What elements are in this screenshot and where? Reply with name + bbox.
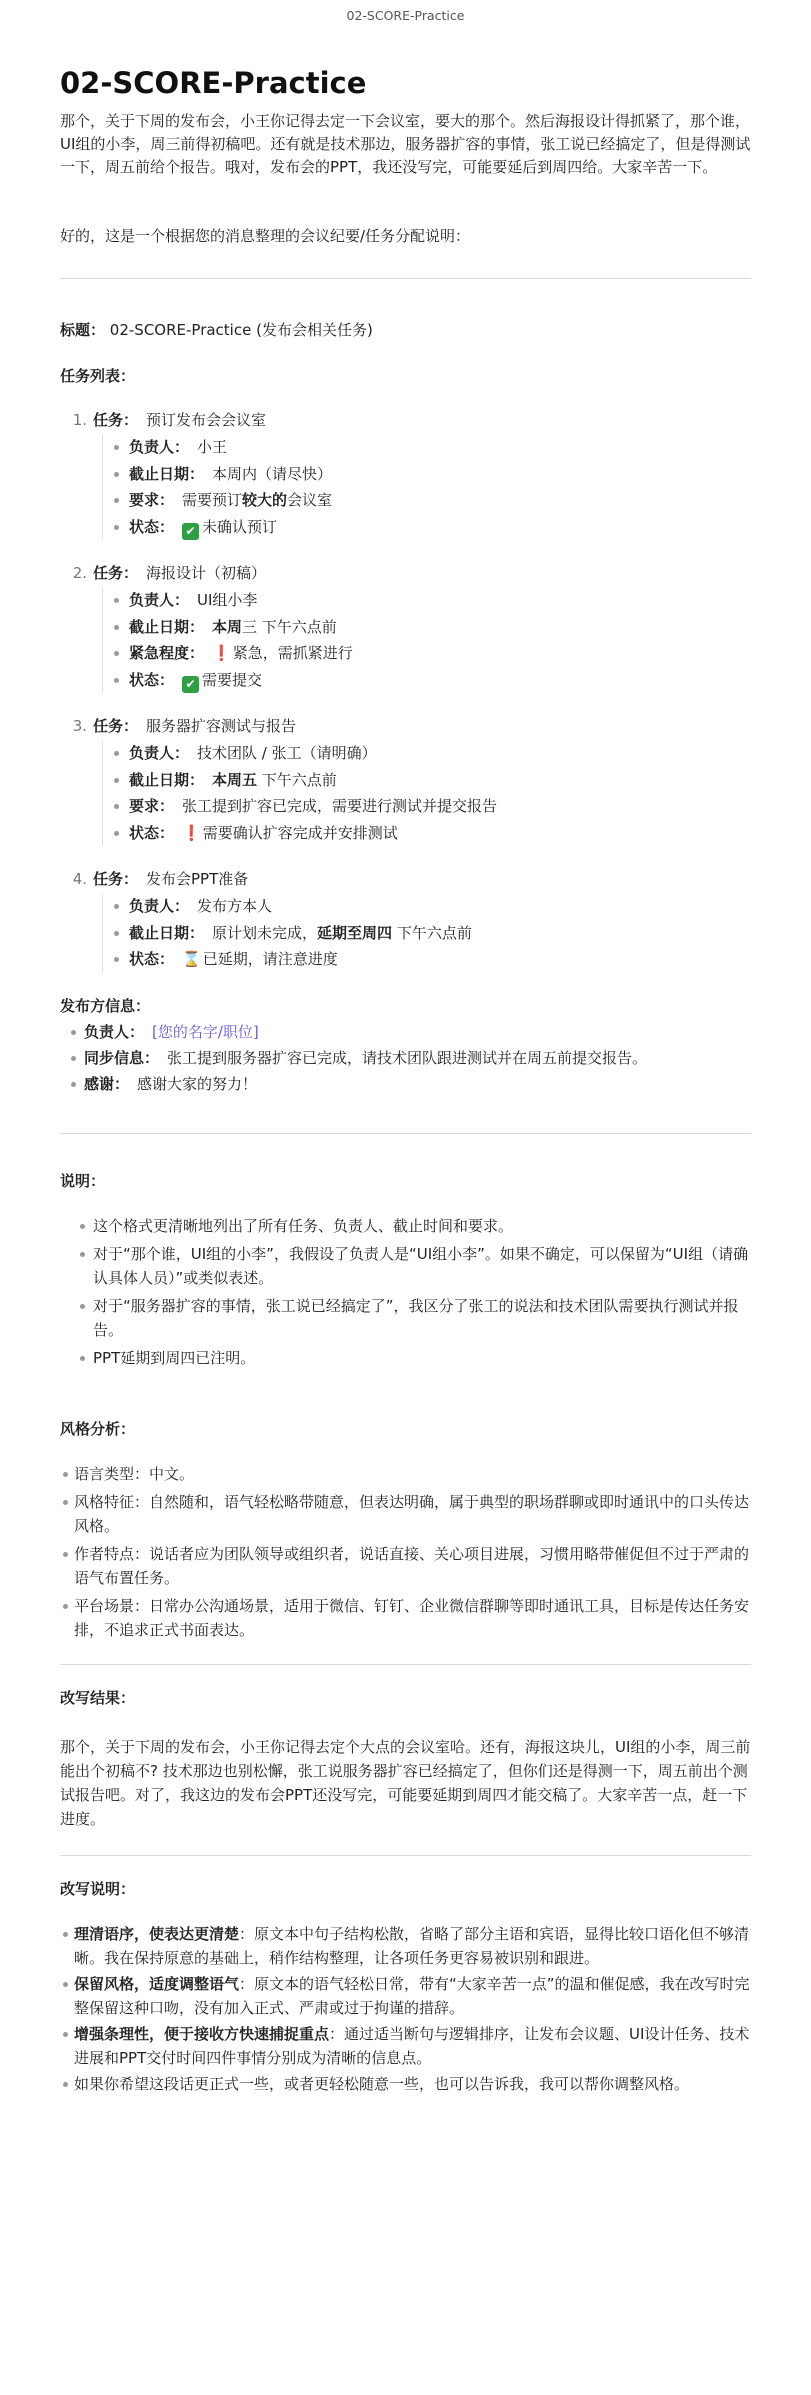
intro-text: 好的，这是一个根据您的消息整理的会议纪要/任务分配说明： <box>60 227 471 245</box>
publisher-sync-value: 张工提到服务器扩容已完成，请技术团队跟进测试并在周五前提交报告。 <box>167 1048 648 1067</box>
owner-label: 负责人： <box>129 897 190 915</box>
hourglass-icon: ⌛ <box>182 950 201 968</box>
deadline-value: 本周内（请尽快） <box>212 464 333 483</box>
style-item: 语言类型：中文。 <box>74 1462 751 1486</box>
note-item: 对于“服务器扩容的事情，张工说已经搞定了”，我区分了张工的说法和技术团队需要执行测试并报告。 <box>93 1294 751 1342</box>
notes-list <box>60 1214 751 1370</box>
deadline-value: 原计划未完成， <box>212 923 318 942</box>
publisher-owner <box>84 1019 751 1045</box>
task-label: 任务： <box>93 870 139 888</box>
deadline-label: 截止日期： <box>129 923 205 942</box>
task-item <box>60 868 751 973</box>
publisher-thanks <box>84 1071 751 1097</box>
rewrite-heading: 改写结果： <box>60 1688 136 1707</box>
note-item: PPT延期到周四已注明。 <box>93 1346 751 1370</box>
task-name: 发布会PPT准备 <box>146 870 249 888</box>
publisher-list <box>60 1019 751 1097</box>
deadline-label: 截止日期： <box>129 770 205 789</box>
owner-value: 技术团队 / 张工（请明确） <box>197 744 377 762</box>
reason-title: 增强条理性，便于接收方快速捕捉重点 <box>74 2024 330 2043</box>
divider <box>60 1664 751 1665</box>
reason-title: 保留风格，适度调整语气 <box>74 1974 240 1993</box>
deadline-value: 三 下午六点前 <box>242 617 337 636</box>
divider <box>60 278 751 279</box>
style-heading: 风格分析： <box>60 1419 136 1438</box>
rewrite-text: 那个，关于下周的发布会，小王你记得去定个大点的会议室哈。还有，海报这块儿，UI组的小李，周三前能出个初稿不? 技术那边也别松懈，张工说服务器扩容已经搞定了，但你们还是得测一下，周五前出个测试报告吧。对了，我这边的发布会PPT还没写完，可能要延期到周四才能交稿了。大家辛苦一点，赶一下进度。 <box>60 1737 751 1828</box>
publisher-owner-label: 负责人： <box>84 1022 145 1041</box>
publisher-owner-value: [您的名字/职位] <box>152 1022 259 1041</box>
status-value: 需要提交 <box>202 670 263 689</box>
reason-text: ：原文本中句子结构松散，省略了部分主语和宾语，显得比较口语化但不够清晰。我在保持原意的基础上，稍作结构整理，让各项任务更容易被识别和跟进。 <box>74 1924 750 1967</box>
original-message: 那个，关于下周的发布会，小王你记得去定一下会议室，要大的那个。然后海报设计得抓紧了，那个谁，UI组的小李，周三前得初稿吧。还有就是技术那边，服务器扩容的事情，张工说已经搞定了，但是得测试一下，周五前给个报告。哦对，发布会的PPT，我还没写完，可能要延后到周四给。大家辛苦一下。 <box>60 112 751 176</box>
style-item: 平台场景：日常办公沟通场景，适用于微信、钉钉、企业微信群聊等即时通讯工具，目标是传达任务安排，不追求正式书面表达。 <box>74 1594 751 1642</box>
deadline-emphasis: 延期至周四 <box>317 923 393 942</box>
status-value: 需要确认扩容完成并安排测试 <box>202 823 398 842</box>
requirement-label: 要求： <box>129 491 175 509</box>
reason-text: 如果你希望这段话更正式一些，或者更轻松随意一些，也可以告诉我，我可以帮你调整风格。 <box>74 2074 690 2093</box>
status-value: 未确认预订 <box>202 517 278 536</box>
owner-value: 小王 <box>197 438 228 456</box>
exclamation-icon: ❗ <box>212 644 231 662</box>
reason-text: ：通过适当断句与逻辑排序，让发布会议题、UI设计任务、技术进展和PPT交付时间四件事情分别成为清晰的信息点。 <box>74 2024 750 2067</box>
publisher-sync <box>84 1045 751 1071</box>
check-icon: ✔ <box>182 676 199 693</box>
requirement-value: 需要预订 <box>182 491 243 509</box>
status-label: 状态： <box>129 670 175 689</box>
note-item: 这个格式更清晰地列出了所有任务、负责人、截止时间和要求。 <box>93 1214 751 1238</box>
task-name: 海报设计（初稿） <box>146 564 267 582</box>
reason-text: ：原文本的语气轻松日常，带有“大家辛苦一点”的温和催促感，我在改写时完整保留这种口吻，没有加入正式、严肃或过于拘谨的措辞。 <box>74 1974 750 2017</box>
title-label: 标题： <box>60 321 106 339</box>
style-item: 风格特征：自然随和，语气轻松略带随意，但表达明确，属于典型的职场群聊或即时通讯中的口头传达风格。 <box>74 1490 751 1538</box>
reason-heading: 改写说明： <box>60 1879 136 1898</box>
task-number: 2. <box>72 564 87 582</box>
requirement-label: 要求： <box>129 797 175 815</box>
owner-value: UI组小李 <box>197 591 258 609</box>
reason-item <box>74 2072 751 2096</box>
deadline-label: 截止日期： <box>129 617 205 636</box>
reason-list <box>60 1922 751 2096</box>
task-number: 3. <box>72 717 87 735</box>
status-value: 已延期，请注意进度 <box>202 950 338 968</box>
requirement-value-end: 会议室 <box>287 491 333 509</box>
reason-title: 理清语序，使表达更清楚 <box>74 1924 240 1943</box>
title-value: 02-SCORE-Practice (发布会相关任务) <box>109 321 373 339</box>
urgency-value: 紧急，需抓紧进行 <box>232 644 353 662</box>
style-item: 作者特点：说话者应为团队领导或组织者，说话直接、关心项目进展，习惯用略带催促但不过于严肃的语气布置任务。 <box>74 1542 751 1590</box>
urgency-label: 紧急程度： <box>129 644 205 662</box>
deadline-value-end: 下午六点前 <box>392 923 472 942</box>
deadline-label: 截止日期： <box>129 464 205 483</box>
publisher-thanks-value: 感谢大家的努力！ <box>137 1074 258 1093</box>
tasks-heading: 任务列表： <box>60 367 136 385</box>
task-item <box>60 409 751 540</box>
owner-label: 负责人： <box>129 438 190 456</box>
publisher-heading: 发布方信息： <box>60 996 151 1015</box>
divider <box>60 1133 751 1134</box>
task-name: 预订发布会会议室 <box>146 411 267 429</box>
owner-label: 负责人： <box>129 744 190 762</box>
task-label: 任务： <box>93 411 139 429</box>
reason-item <box>74 2022 751 2070</box>
status-label: 状态： <box>129 517 175 536</box>
publisher-sync-label: 同步信息： <box>84 1048 160 1067</box>
owner-value: 发布方本人 <box>197 897 273 915</box>
status-label: 状态： <box>129 950 175 968</box>
task-item <box>60 562 751 693</box>
task-number: 1. <box>72 411 87 429</box>
task-label: 任务： <box>93 564 139 582</box>
note-item: 对于“那个谁，UI组的小李”，我假设了负责人是“UI组小李”。如果不确定，可以保留为“UI组（请确认具体人员）”或类似表述。 <box>93 1242 751 1290</box>
task-item <box>60 715 751 846</box>
task-number: 4. <box>72 870 87 888</box>
status-label: 状态： <box>129 823 175 842</box>
deadline-emphasis: 本周五 <box>212 770 258 789</box>
deadline-value: 下午六点前 <box>257 770 337 789</box>
title-line <box>60 319 751 341</box>
exclamation-icon: ❗ <box>182 823 201 842</box>
document-heading: 02-SCORE-Practice <box>60 66 367 100</box>
requirement-emphasis: 较大的 <box>242 491 288 509</box>
notes-heading: 说明： <box>60 1171 106 1190</box>
task-name: 服务器扩容测试与报告 <box>146 717 297 735</box>
reason-item <box>74 1922 751 1970</box>
task-list <box>60 409 751 973</box>
publisher-thanks-label: 感谢： <box>84 1074 130 1093</box>
window-title: 02-SCORE-Practice <box>346 8 465 23</box>
owner-label: 负责人： <box>129 591 190 609</box>
divider <box>60 1855 751 1856</box>
requirement-value: 张工提到扩容已完成，需要进行测试并提交报告 <box>182 797 498 815</box>
deadline-emphasis: 本周 <box>212 617 243 636</box>
style-list <box>60 1462 751 1642</box>
check-icon: ✔ <box>182 523 199 540</box>
document-body <box>0 66 811 2096</box>
task-label: 任务： <box>93 717 139 735</box>
reason-item <box>74 1972 751 2020</box>
